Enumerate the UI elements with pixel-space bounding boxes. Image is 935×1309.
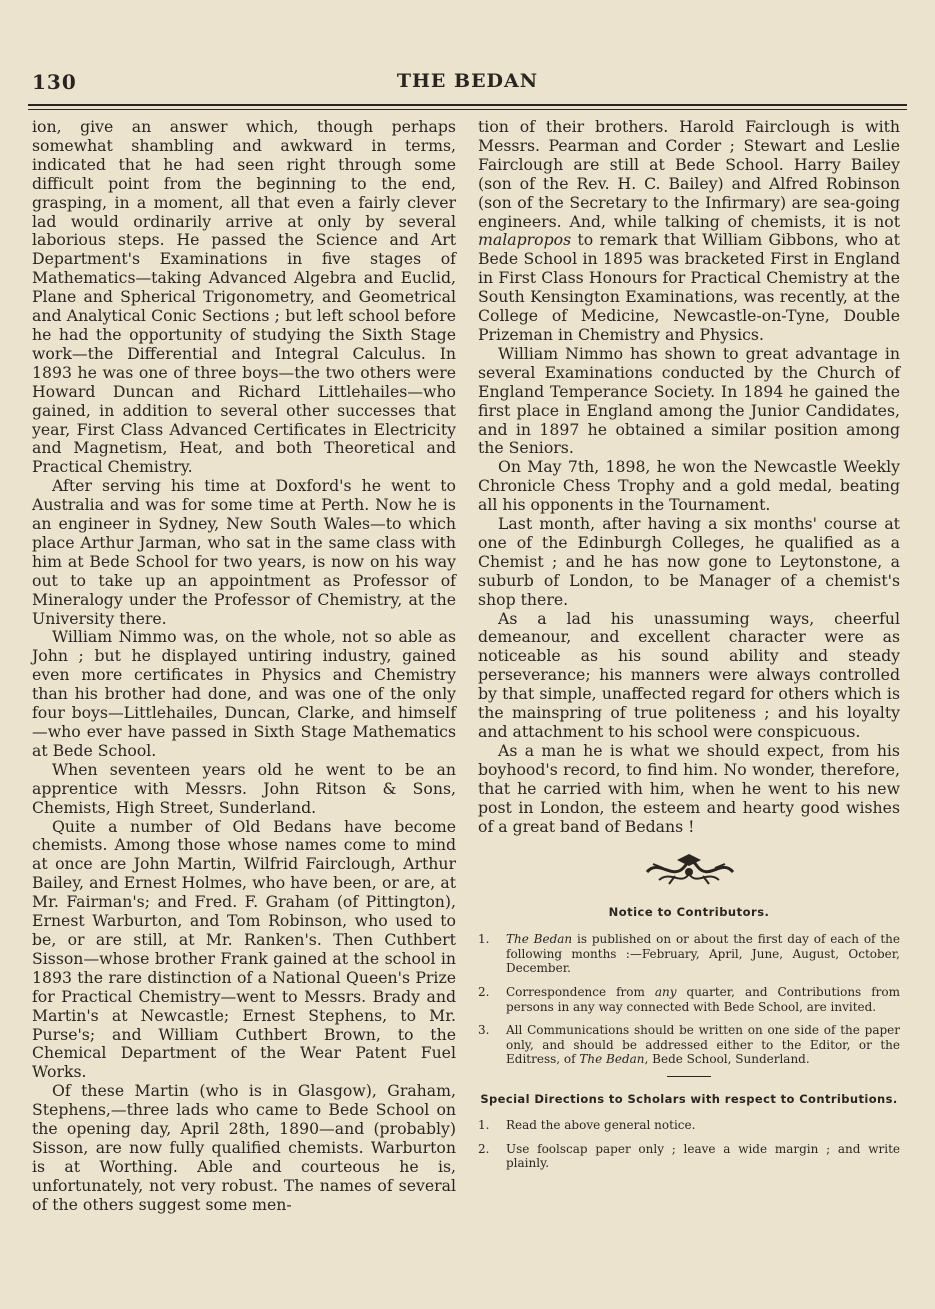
paragraph: Of these Martin (who is in Glasgow), Graham, Stephens,—three lads who came to Bede School on the opening day, April 28th, 1890—and (probably) Sisson, are now fully qualified chemists. Warburton is at Worthing. Able and courteous he is, unfortunately, not very robust. The names of several of the others suggest some men-	[32, 1081, 456, 1214]
item-number: 2.	[478, 1141, 490, 1156]
page-header	[28, 66, 907, 96]
special-directions-list	[478, 1118, 900, 1171]
page-number: 130	[32, 70, 77, 94]
header-rule	[28, 104, 907, 110]
paragraph: Quite a number of Old Bedans have become chemists. Among those whose names come to mind at once are John Martin, Wilfrid Fairclough, Arthur Bailey, and Ernest Holmes, who have been, or are, at Mr. Fairman's; and Fred. F. Graham (of Pittington), Ernest Warburton, and Tom Robinson, who used to be, or are still, at Mr. Ranken's. Then Cuthbert Sisson—whose brother Frank gained at the school in 1893 the rare distinction of a National Queen's Prize for Practical Chemistry—went to Messrs. Brady and Martin's at Newcastle; Ernest Stephens, to Mr. Purse's; and William Cuthbert Brown, to the Chemical Department of the Wear Patent Fuel Works.	[32, 816, 456, 1082]
ornament-flourish	[478, 852, 900, 893]
paragraph: As a lad his unassuming ways, cheerful demeanour, and excellent character were as noticeable as his sound ability and steady perseverance; his manners were always controlled by that simple, unaffected regard for others which is the mainspring of true politeness ; and his loyalty and attachment to his school were conspicuous.	[478, 608, 900, 741]
list-item	[478, 932, 900, 976]
italic-word: any	[654, 985, 677, 1000]
paragraph	[478, 118, 900, 345]
item-number: 1.	[478, 1118, 490, 1132]
list-item	[478, 1142, 900, 1171]
paragraph: ion, give an answer which, though perhaps somewhat shambling and awkward in terms, indicated that he had seen right through some difficult point from the beginning to the end, grasping, in a moment, all that even a fairly clever lad would ordinarily arrive at only by several laborious steps. He passed the Science and Art Department's Examinations in five stages of Mathematics—taking Advanced Algebra and Euclid, Plane and Spherical Trigonometry, and Geometrical and Analytical Conic Sections ; but left school before he had the opportunity of studying the Sixth Stage work—the Differential and Integral Calculus. In 1893 he was one of three boys—the two others were Howard Duncan and Richard Littlehailes—who gained, in addition to several other successes that year, First Class Advanced Certificates in Electricity and Magnetism, Heat, and both Theoretical and Practical Chemistry.	[32, 117, 456, 477]
paragraph-text: to remark that William Gibbons, who at Bede School in 1895 was bracketed First in England in First Class Honours for Practical Chemistry at the South Kensington Examinations, was recently, at the College of Medicine, Newcastle-on-Tyne, Double Prizeman in Chemistry and Physics.	[478, 230, 900, 344]
list-item	[478, 1023, 900, 1067]
item-text: Read the above general notice.	[506, 1118, 696, 1132]
paragraph: As a man he is what we should expect, from his boyhood's record, to find him. No wonder, therefore, that he carried with him, when he went to his new post in London, the esteem and hearty good wishes of a great band of Bedans !	[478, 740, 900, 836]
flourish-icon	[639, 852, 739, 888]
notice-list	[478, 932, 900, 1067]
paragraph: On May 7th, 1898, he won the Newcastle Weekly Chronicle Chess Trophy and a gold medal, beating all his opponents in the Tournament.	[478, 457, 900, 515]
list-item	[478, 1118, 900, 1133]
item-number: 2.	[478, 985, 490, 1000]
item-text: , Bede School, Sunderland.	[644, 1052, 810, 1067]
paragraph: William Nimmo has shown to great advantage in several Examinations conducted by the Church of England Temperance Society. In 1894 he gained the first place in England among the Junior Candidates, and in 1897 he obtained a similar position among the Seniors.	[478, 343, 900, 458]
item-text: Use foolscap paper only ; leave a wide margin ; and write plainly.	[506, 1141, 900, 1171]
notice-title: Notice to Contributors.	[608, 905, 770, 920]
paragraph: After serving his time at Doxford's he went to Australia and was for some time at Perth. Now he is an engineer in Sydney, New South Wales—to which place Arthur Jarman, who sat in the same class with him at Bede School for two years, is now on his way out to take up an appointment as Professor of Mineralogy under the Professor of Chemistry, at the University there.	[32, 476, 456, 628]
item-number: 1.	[478, 932, 490, 947]
special-directions-title: Special Directions to Scholars with respect to Contributions.	[480, 1092, 898, 1106]
paragraph: When seventeen years old he went to be an apprentice with Messrs. John Ritson & Sons, Chemists, High Street, Sunderland.	[32, 759, 456, 817]
item-text: Correspondence from	[506, 985, 645, 1000]
divider	[667, 1076, 711, 1077]
paragraph: William Nimmo was, on the whole, not so able as John ; but he displayed untiring industry, gained even more certificates in Physics and Chemistry than his brother had done, and was one of the only four boys—Littlehailes, Duncan, Clarke, and himself—who ever have passed in Sixth Stage Mathematics at Bede School.	[32, 627, 456, 760]
italic-word: The Bedan	[579, 1052, 645, 1067]
list-item	[478, 985, 900, 1014]
italic-word: malapropos	[478, 230, 572, 250]
italic-word: The Bedan	[506, 932, 573, 947]
right-column	[478, 118, 900, 1180]
item-text: is published on or about the first day of each of the following months :—February, April, June, August, October, December.	[506, 932, 900, 976]
journal-title: THE BEDAN	[396, 70, 539, 92]
item-text: quarter, and Contributions from persons in any way connected with Bede School, are invited.	[506, 985, 900, 1014]
left-column	[32, 118, 456, 1215]
paragraph-text: tion of their brothers. Harold Fairclough is with Messrs. Pearman and Corder ; Stewart and Leslie Fairclough are still at Bede School. Harry Bailey (son of the Rev. H. C. Bailey) and Alfred Robinson (son of the Secretary to the Infirmary) are sea-going engineers. And, while talking of chemists, it is not	[478, 117, 900, 231]
item-number: 3.	[478, 1023, 490, 1038]
paragraph: Last month, after having a six months' course at one of the Edinburgh Colleges, he qualified as a Chemist ; and he has now gone to Leytonstone, a suburb of London, to be Manager of a chemist's shop there.	[478, 514, 900, 609]
item-text: All Communications should be written on one side of the paper only, and should be addressed either to the Editor, or the Editress, of	[506, 1023, 900, 1067]
